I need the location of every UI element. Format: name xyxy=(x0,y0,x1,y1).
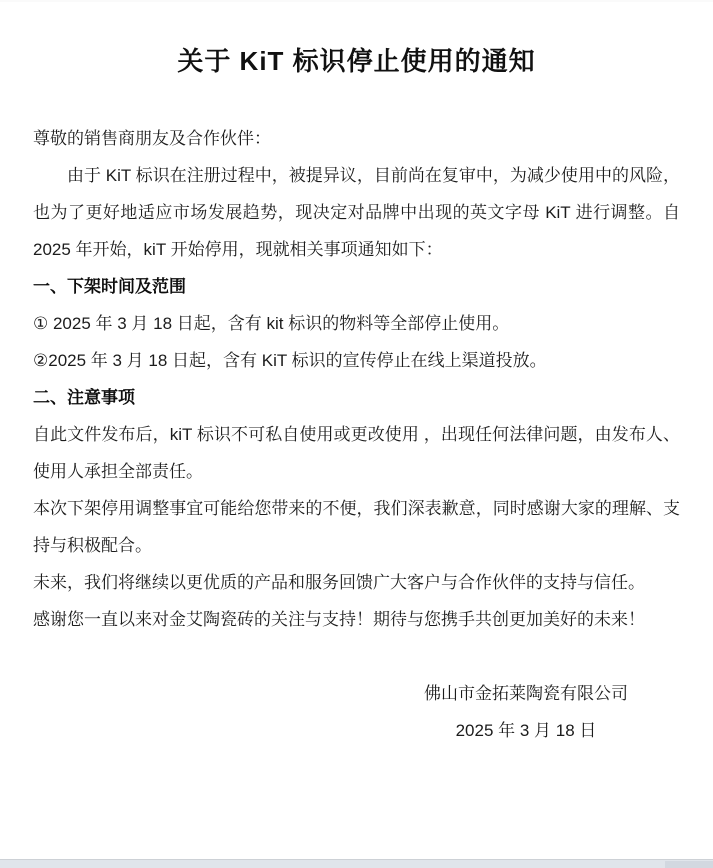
section-2-heading: 二、注意事项 xyxy=(33,388,135,407)
bottom-edge-shadow xyxy=(665,861,713,868)
intro-paragraph: 由于 KiT 标识在注册过程中，被提异议，目前尚在复审中，为减少使用中的风险，也为了更好地适应市场发展趋势，现决定对品牌中出现的英文字母 KiT 进行调整。自 2025 年开始，kiT 开始停用，现就相关事项通知如下： xyxy=(33,166,680,259)
section-2-paragraph-4: 感谢您一直以来对金艾陶瓷砖的关注与支持！期待与您携手共创更加美好的未来！ xyxy=(33,610,645,629)
signature-date: 2025 年 3 月 18 日 xyxy=(455,721,597,740)
signature-company: 佛山市金拓莱陶瓷有限公司 xyxy=(424,684,628,703)
salutation: 尊敬的销售商朋友及合作伙伴： xyxy=(33,129,271,148)
section-2-paragraph-1: 自此文件发布后，kiT 标识不可私自使用或更改使用 ，出现任何法律问题，由发布人、使用人承担全部责任。 xyxy=(33,425,680,481)
section-1-heading: 一、下架时间及范围 xyxy=(33,277,186,296)
document-body xyxy=(0,80,713,749)
section-1-item-1: ① 2025 年 3 月 18 日起，含有 kit 标识的物料等全部停止使用。 xyxy=(33,314,510,333)
section-2-paragraph-2: 本次下架停用调整事宜可能给您带来的不便，我们深表歉意，同时感谢大家的理解、支持与积极配合。 xyxy=(33,499,680,555)
signature-area xyxy=(33,675,680,749)
window-bottom-edge xyxy=(0,859,713,868)
section-1-item-2: ②2025 年 3 月 18 日起，含有 KiT 标识的宣传停止在线上渠道投放。 xyxy=(33,351,547,370)
section-2-paragraph-3: 未来，我们将继续以更优质的产品和服务回馈广大客户与合作伙伴的支持与信任。 xyxy=(33,573,645,592)
document-title: 关于 KiT 标识停止使用的通知 xyxy=(177,46,536,76)
signature-block xyxy=(424,675,628,749)
